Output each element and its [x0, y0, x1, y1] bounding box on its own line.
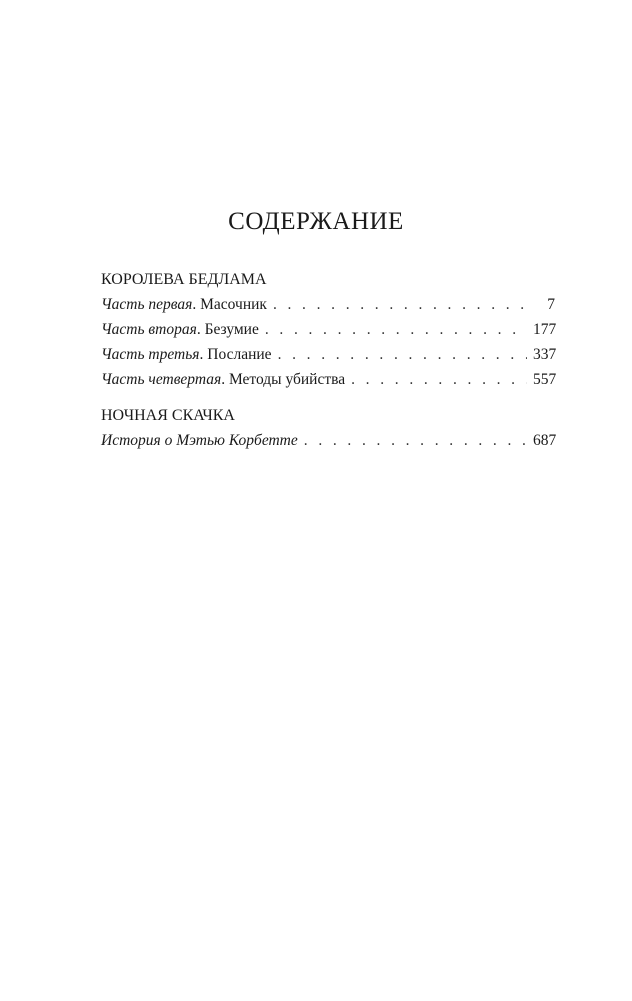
entry-separator: .: [196, 321, 205, 338]
page-title: СОДЕРЖАНИЕ: [228, 208, 404, 235]
toc-entry: [101, 292, 555, 317]
section-heading: КОРОЛЕВА БЕДЛАМА: [101, 271, 267, 288]
entry-label: [101, 367, 345, 392]
toc-section-nochnaya-skachka: [101, 404, 555, 453]
entry-title: Безумие: [204, 321, 259, 338]
dot-leader: [273, 292, 527, 317]
dot-leader: [304, 428, 527, 453]
page-number: 687: [533, 432, 557, 449]
entry-separator: .: [192, 296, 201, 313]
entry-part-label: Часть первая: [101, 296, 193, 313]
entry-label: [101, 317, 259, 342]
entry-separator: .: [199, 346, 208, 363]
page-number: 7: [547, 296, 555, 313]
page-number: 337: [533, 346, 557, 363]
toc-entry: [101, 317, 555, 342]
table-of-contents: [101, 268, 555, 465]
entry-part-label: Часть вторая: [101, 321, 197, 338]
toc-entry: [101, 428, 555, 453]
toc-section-koroleva-bedlama: [101, 268, 555, 392]
entry-part-label: Часть третья: [101, 346, 200, 363]
section-heading: НОЧНАЯ СКАЧКА: [101, 407, 235, 424]
entry-title: Масочник: [200, 296, 267, 313]
entry-label: [101, 342, 272, 367]
dot-leader: [265, 317, 527, 342]
toc-entry: [101, 367, 555, 392]
entry-title: Методы убийства: [228, 371, 346, 388]
page-number: 557: [533, 371, 557, 388]
entry-separator: .: [221, 371, 229, 388]
entry-label: [101, 292, 267, 317]
toc-entry: [101, 342, 555, 367]
page-number: 177: [533, 321, 557, 338]
entry-part-label: Часть четвертая: [101, 371, 222, 388]
entry-part-label: История о Мэтью Корбетте: [101, 432, 298, 449]
entry-title: Послание: [207, 346, 272, 363]
dot-leader: [278, 342, 527, 367]
dot-leader: [351, 367, 527, 392]
entry-label: [101, 428, 298, 453]
